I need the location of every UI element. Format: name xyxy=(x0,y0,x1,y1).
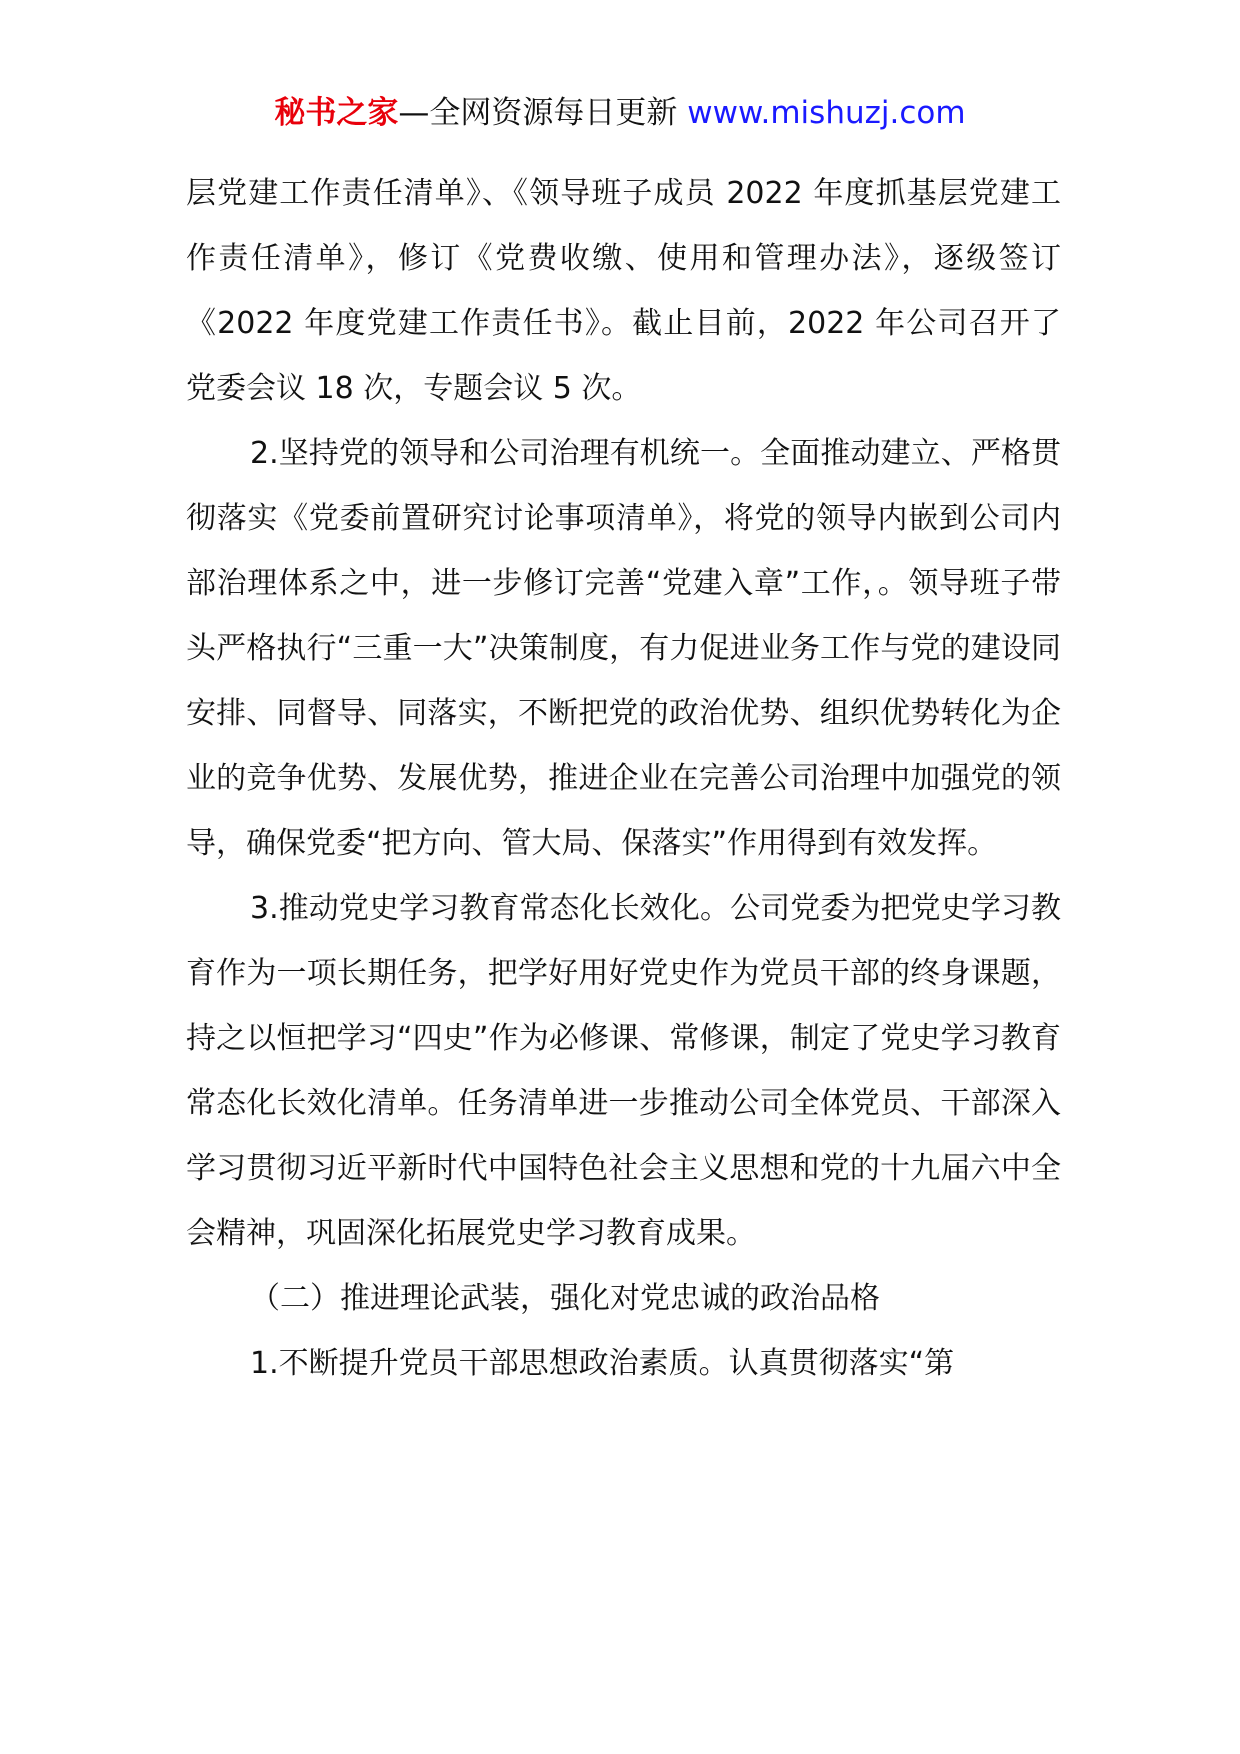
banner-tagline: —全网资源每日更新 xyxy=(398,95,678,131)
site-url-link[interactable]: www.mishuzj.com xyxy=(687,95,966,131)
document-body xyxy=(186,161,1061,1396)
paragraph-item-1: 1.不断提升党员干部思想政治素质。认真贯彻落实“第 xyxy=(250,1346,955,1381)
brand-name: 秘书之家 xyxy=(274,95,399,131)
paragraph-item-2: 2.坚持党的领导和公司治理有机统一。全面推动建立、严格贯彻落实《党委前置研究讨论事项清单》，将党的领导内嵌到公司内部治理体系之中，进一步修订完善“党建入章”工作，。领导班子带头严格执行“三重一大”决策制度，有力促进业务工作与党的建设同安排、同督导、同落实，不断把党的政治优势、组织优势转化为企业的竞争优势、发展优势，推进企业在完善公司治理中加强党的领导，确保党委“把方向、管大局、保落实”作用得到有效发挥。 xyxy=(186,436,1061,861)
paragraph-item-3: 3.推动党史学习教育常态化长效化。公司党委为把党史学习教育作为一项长期任务，把学好用好党史作为党员干部的终身课题，持之以恒把学习“四史”作为必修课、常修课，制定了党史学习教育常态化长效化清单。任务清单进一步推动公司全体党员、干部深入学习贯彻习近平新时代中国特色社会主义思想和党的十九届六中全会精神，巩固深化拓展党史学习教育成果。 xyxy=(186,891,1061,1251)
section-heading-2: （二）推进理论武装，强化对党忠诚的政治品格 xyxy=(250,1281,880,1316)
paragraph-continued: 层党建工作责任清单》、《领导班子成员 2022 年度抓基层党建工作责任清单》，修订《党费收缴、使用和管理办法》，逐级签订《2022 年度党建工作责任书》。截止目前，2022 年公司召开了党委会议 18 次，专题会议 5 次。 xyxy=(186,176,1061,406)
site-banner xyxy=(0,95,1240,131)
